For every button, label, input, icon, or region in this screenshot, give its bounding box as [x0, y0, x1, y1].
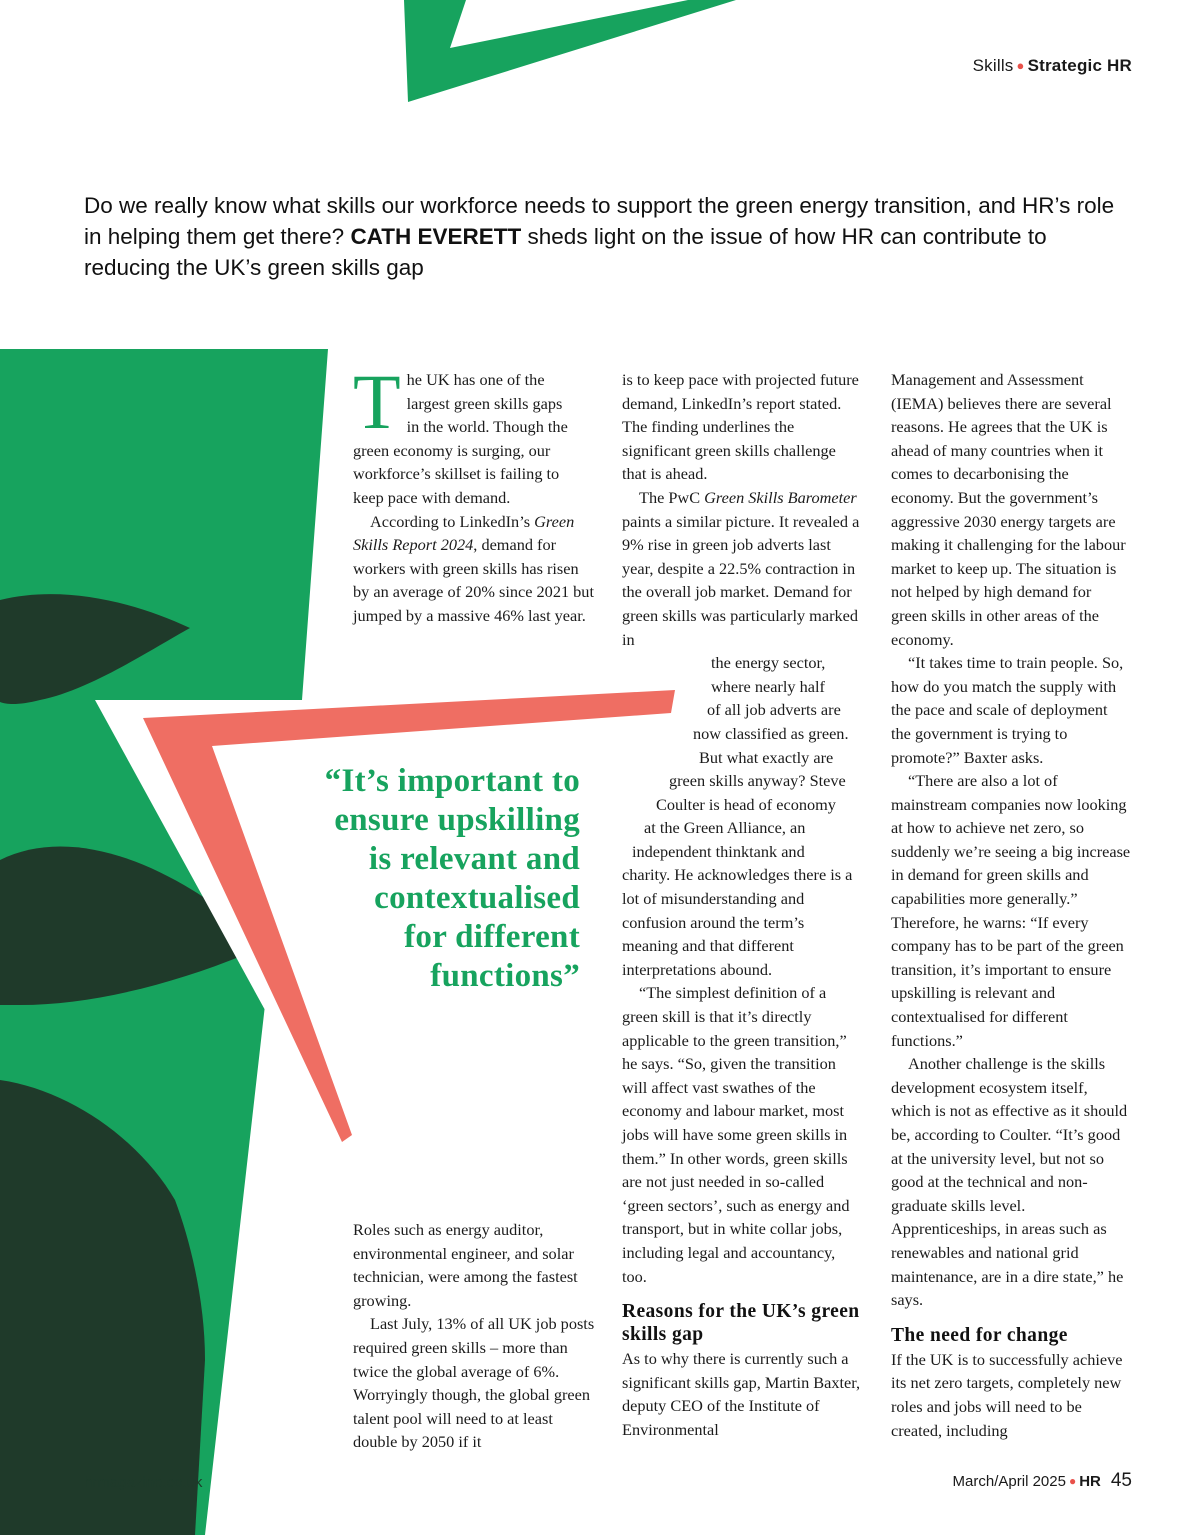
- paragraph: Another challenge is the skills development ecosystem itself, which is not as effective as it should be, according to Coulter. “It’s good at the university level, but not so good at the technical and non-graduate skills level. Apprenticeships, in areas such as renewables and national grid maintenance, are in a dire state,” he says.: [891, 1054, 1128, 1310]
- pull-quote-line: is relevant and: [368, 841, 580, 877]
- intro-line: largest green skills gaps: [406, 393, 563, 413]
- pull-quote-line: functions”: [430, 958, 580, 994]
- section-label: [973, 56, 1132, 76]
- section-name: Skills: [972, 56, 1014, 75]
- standfirst: [84, 190, 1134, 283]
- wrap-line: at the Green Alliance, an: [644, 818, 806, 838]
- wrap-line: independent thinktank and: [632, 841, 805, 861]
- paragraph: According to LinkedIn’s Green Skills Report 2024, demand for workers with green skills has risen by an average of 20% since 2021 but jumped by a massive 46% last year.: [353, 511, 594, 625]
- column-1-bottom: [353, 1218, 598, 1454]
- pull-quote-line: for different: [404, 919, 580, 955]
- pull-quote-line: “It’s important to: [324, 763, 580, 799]
- paragraph: Roles such as energy auditor, environmental engineer, and solar technician, were among the fastest growing.: [353, 1220, 578, 1310]
- report-title: Green Skills Report 2024: [353, 511, 575, 555]
- standfirst-text-after: sheds light on the issue of how HR can contribute to reducing the UK’s green skills gap: [84, 224, 1047, 280]
- paragraph: “There are also a lot of mainstream companies now looking at how to achieve net zero, so suddenly we’re seeing a big increase in demand for green skills and capabilities more generally.” Therefore, he warns: “If every company has to be part of the green transition, it’s important to ensure upskilling is relevant and contextualised for different functions.”: [891, 771, 1131, 1050]
- separator-dot: ●: [1016, 58, 1025, 73]
- column-2: [622, 368, 864, 1442]
- column-1-top: [353, 358, 598, 628]
- paragraph: “It takes time to train people. So, how do you match the supply with the pace and scale of deployment the government is trying to promote?” Baxter asks.: [891, 653, 1124, 767]
- paragraph: If the UK is to successfully achieve its net zero targets, completely new roles and jobs will need to be created, including: [891, 1349, 1123, 1440]
- paragraph: Last July, 13% of all UK job posts required green skills – more than twice the global average of 6%. Worryingly though, the global green talent pool will need to at least double by 2050 if it: [353, 1314, 595, 1452]
- intro-line: keep pace with demand.: [353, 487, 511, 507]
- author-name: CATH EVERETT: [350, 224, 522, 249]
- intro-line: he UK has one of the: [406, 370, 545, 389]
- pull-quote-line: ensure upskilling: [334, 802, 580, 838]
- footer-website: hrmagazine.co.uk: [84, 1474, 203, 1491]
- wrap-line: green skills anyway? Steve: [669, 771, 846, 791]
- issue-date: March/April 2025: [952, 1473, 1066, 1490]
- pull-quote: [270, 762, 580, 996]
- pull-quote-line: contextualised: [374, 880, 580, 916]
- subheading: The need for change: [891, 1324, 1068, 1346]
- footer-issue: [953, 1470, 1132, 1492]
- report-title: Green Skills Barometer: [704, 487, 857, 507]
- quote-wrap-lines: [622, 651, 864, 863]
- paragraph: Management and Assessment (IEMA) believes there are several reasons. He agrees that the UK is ahead of many countries when it comes to decarbonising the economy. But the government’s aggressive 2030 energy targets are making it challenging for the labour market to keep up. The situation is not helped by high demand for green skills in other areas of the economy.: [891, 370, 1126, 649]
- paragraph: “The simplest definition of a green skill is that it’s directly applicable to the green transition,” he says. “So, given the transition will affect vast swathes of the economy and labour market, most jobs will have some green skills in them.” In other words, green skills are not just needed in so-called ‘green sectors’, such as energy and transport, but in white collar jobs, including legal and accountancy, too.: [622, 983, 850, 1286]
- brand-name: HR: [1079, 1473, 1101, 1490]
- standfirst-text-before: Do we really know what skills our workforce needs to support the green energy transition, and HR’s role in helping them get there?: [84, 193, 1115, 249]
- top-triangle-shape: [404, 0, 736, 102]
- intro-line: in the world. Though the: [406, 417, 568, 437]
- intro-line: green economy is surging, our: [353, 440, 551, 460]
- intro-line: workforce’s skillset is failing to: [353, 464, 560, 484]
- drop-cap: T: [353, 358, 401, 445]
- column-3: [891, 368, 1131, 1442]
- wrap-line: of all job adverts are: [707, 700, 841, 720]
- wrap-line: where nearly half: [711, 676, 825, 696]
- paragraph: As to why there is currently such a significant skills gap, Martin Baxter, deputy CEO of the Institute of Environmental: [622, 1349, 861, 1439]
- subheading: Reasons for the UK’s green skills gap: [622, 1301, 860, 1346]
- wrap-line: now classified as green.: [693, 723, 849, 743]
- wrap-line: Coulter is head of economy: [656, 794, 836, 814]
- paragraph: The PwC Green Skills Barometer paints a similar picture. It revealed a 9% rise in green job adverts last year, despite a 22.5% contraction in the overall job market. Demand for green skills was particularly marked in: [622, 487, 860, 649]
- paragraph: is to keep pace with projected future demand, LinkedIn’s report stated. The finding underlines the significant green skills challenge that is ahead.: [622, 370, 859, 484]
- page-number: 45: [1110, 1470, 1132, 1491]
- subsection-name: Strategic HR: [1027, 56, 1132, 75]
- separator-dot: ●: [1068, 1474, 1077, 1488]
- paragraph: charity. He acknowledges there is a lot of misunderstanding and confusion around the term’s meaning and that different interpretations abound.: [622, 865, 853, 979]
- wrap-line: the energy sector,: [711, 653, 826, 673]
- wrap-line: But what exactly are: [699, 747, 834, 767]
